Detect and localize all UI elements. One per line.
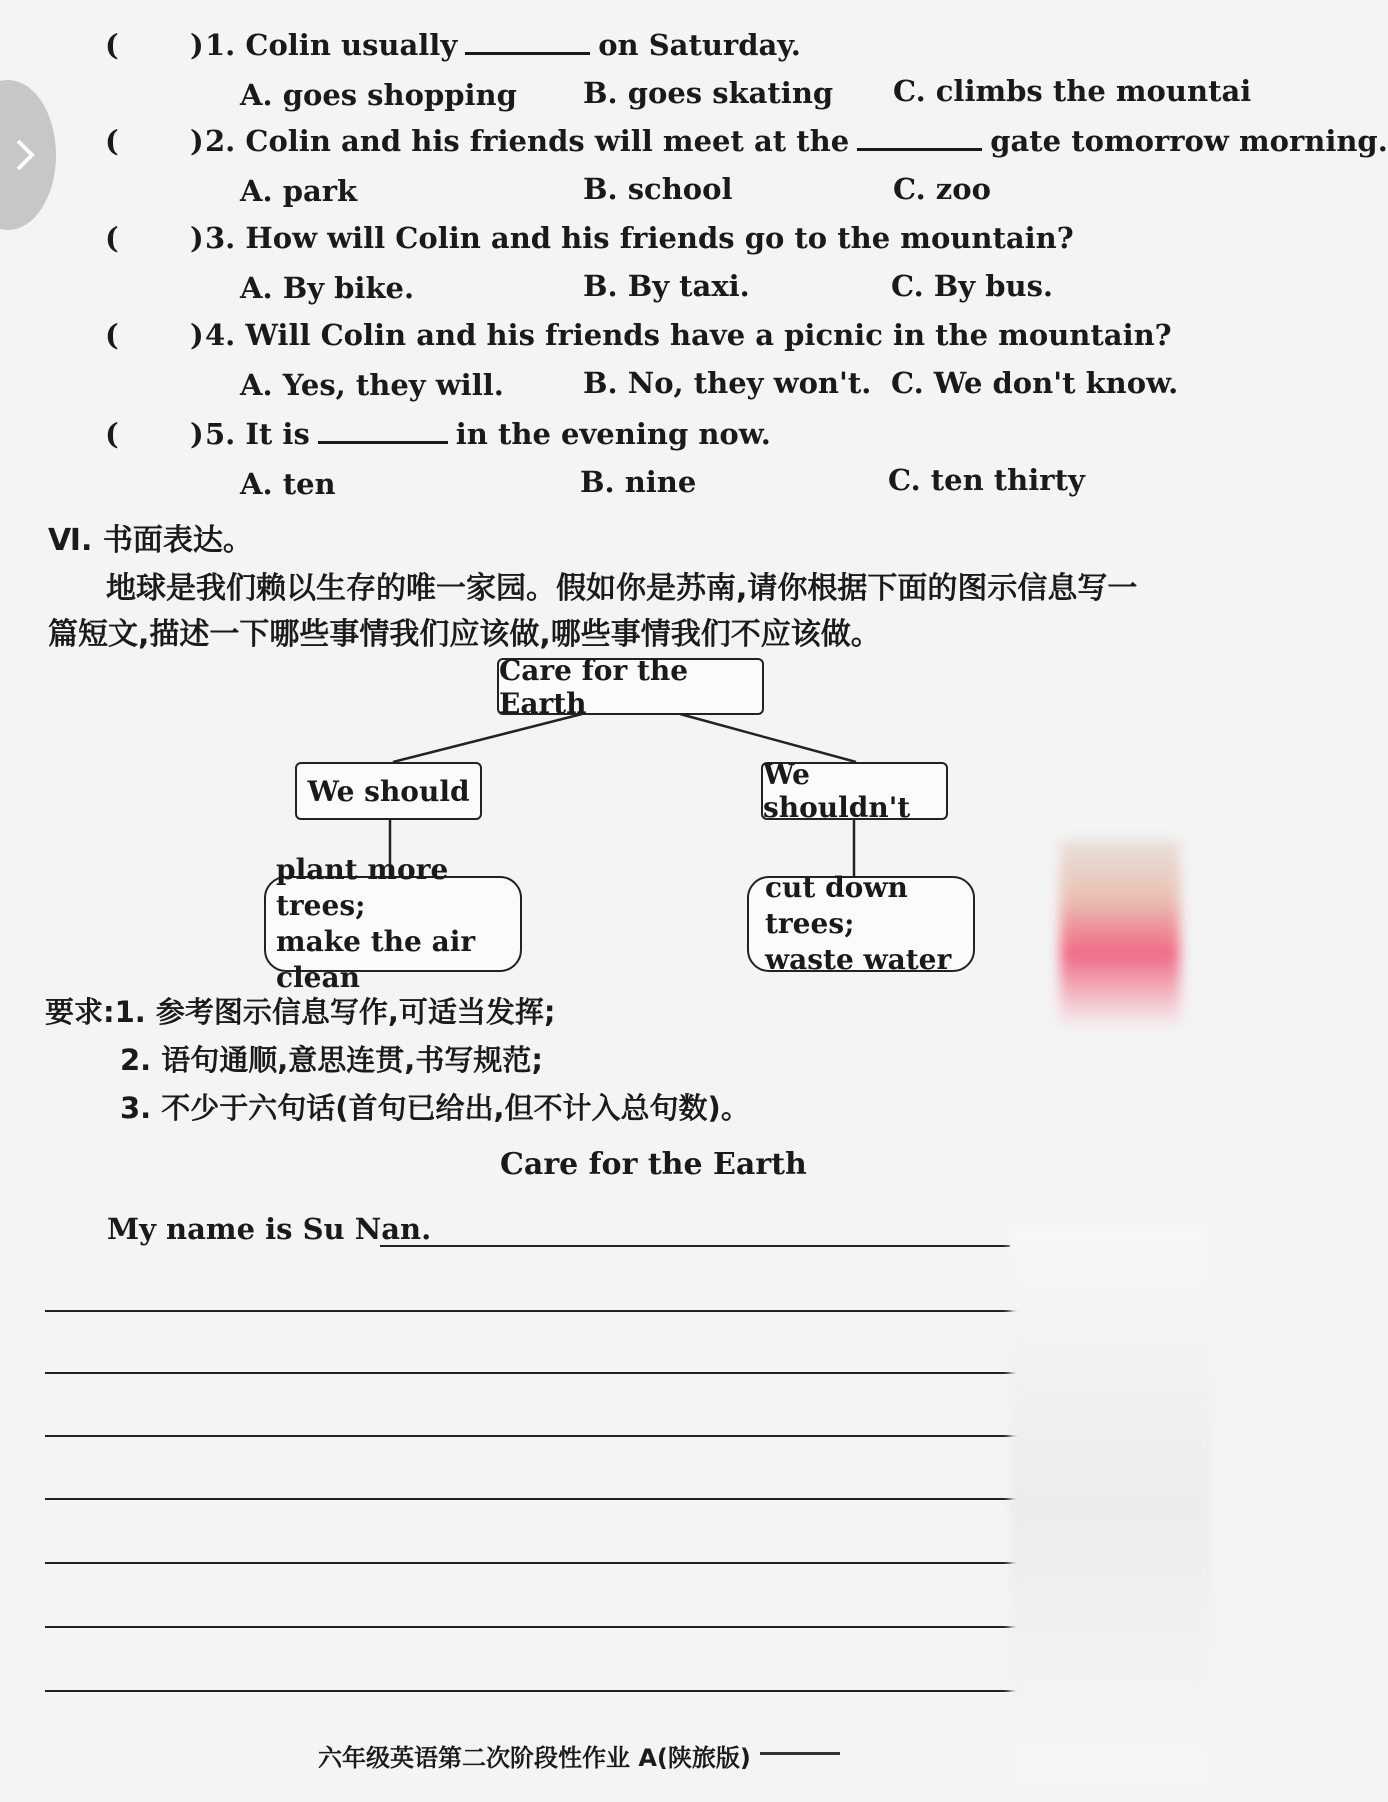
shouldnt-item: waste water: [765, 943, 952, 976]
option-a: A. Yes, they will.: [240, 368, 504, 402]
should-item: plant more trees;: [276, 853, 449, 922]
blurred-watermark: [1010, 1225, 1210, 1785]
section-title: Ⅵ. 书面表达。: [48, 523, 253, 558]
answer-paren-open: (: [105, 318, 119, 352]
writing-line[interactable]: [45, 1498, 1175, 1500]
question-text: 4. Will Colin and his friends have a picnic in the mountain?: [205, 318, 1172, 352]
option-c: C. By bus.: [891, 269, 1054, 303]
option-b: B. nine: [580, 465, 697, 499]
question-text: 1. Colin usually: [205, 28, 458, 62]
writing-line[interactable]: [380, 1245, 1010, 1247]
answer-paren-open: (: [105, 417, 119, 451]
option-c: C. ten thirty: [888, 463, 1085, 497]
essay-first-sentence: My name is Su Nan.: [107, 1212, 432, 1246]
writing-line[interactable]: [45, 1562, 1175, 1564]
question-text-end: on Saturday.: [598, 28, 801, 62]
writing-line[interactable]: [45, 1435, 1175, 1437]
answer-paren-close: ): [190, 417, 204, 451]
option-b: B. No, they won't.: [583, 366, 872, 400]
instruction-line-2: 篇短文,描述一下哪些事情我们应该做,哪些事情我们不应该做。: [48, 617, 881, 652]
essay-title: Care for the Earth: [500, 1147, 807, 1182]
option-b: B. goes skating: [583, 76, 834, 110]
requirement-3: 3. 不少于六句话(首句已给出,但不计入总句数)。: [120, 1091, 750, 1125]
option-a: A. park: [240, 174, 358, 208]
diagram-should-box: We should: [295, 762, 482, 820]
question-text: 3. How will Colin and his friends go to the mountain?: [205, 221, 1074, 255]
page-footer: 六年级英语第二次阶段性作业 A(陕旅版): [318, 1744, 751, 1772]
writing-line[interactable]: [45, 1626, 1175, 1628]
answer-paren-close: ): [190, 124, 204, 158]
footer-mark: [760, 1752, 840, 1755]
question-text-end: gate tomorrow morning.: [990, 124, 1388, 158]
diagram-root-box: Care for the Earth: [497, 658, 764, 715]
diagram-shouldnt-items: [747, 871, 975, 976]
option-c: C. We don't know.: [891, 366, 1179, 400]
answer-paren-close: ): [190, 221, 204, 255]
blurred-sticker: [1060, 840, 1180, 1030]
diagram-shouldnt-box: We shouldn't: [761, 762, 948, 820]
answer-paren-open: (: [105, 28, 119, 62]
instruction-line-1: 地球是我们赖以生存的唯一家园。假如你是苏南,请你根据下面的图示信息写一: [106, 571, 1138, 606]
option-b: B. By taxi.: [583, 269, 750, 303]
diagram-connectors: [0, 0, 1212, 1000]
option-b: B. school: [583, 172, 733, 206]
shouldnt-item: cut down trees;: [765, 871, 908, 940]
option-a: A. By bike.: [240, 271, 415, 305]
option-a: A. ten: [240, 467, 336, 501]
option-c: C. zoo: [893, 172, 991, 206]
option-a: A. goes shopping: [240, 78, 517, 112]
answer-paren-open: (: [105, 221, 119, 255]
answer-paren-close: ): [190, 318, 204, 352]
question-text: 2. Colin and his friends will meet at the: [205, 124, 850, 158]
requirement-2: 2. 语句通顺,意思连贯,书写规范;: [120, 1043, 543, 1077]
answer-paren-close: ): [190, 28, 204, 62]
answer-paren-open: (: [105, 124, 119, 158]
should-item: make the air clean: [276, 925, 476, 994]
question-text: 5. It is: [205, 417, 310, 451]
requirement-1: 要求:1. 参考图示信息写作,可适当发挥;: [45, 995, 556, 1029]
option-c: C. climbs the mountai: [893, 74, 1252, 108]
question-text-end: in the evening now.: [455, 417, 771, 451]
diagram-should-items: [264, 853, 522, 994]
